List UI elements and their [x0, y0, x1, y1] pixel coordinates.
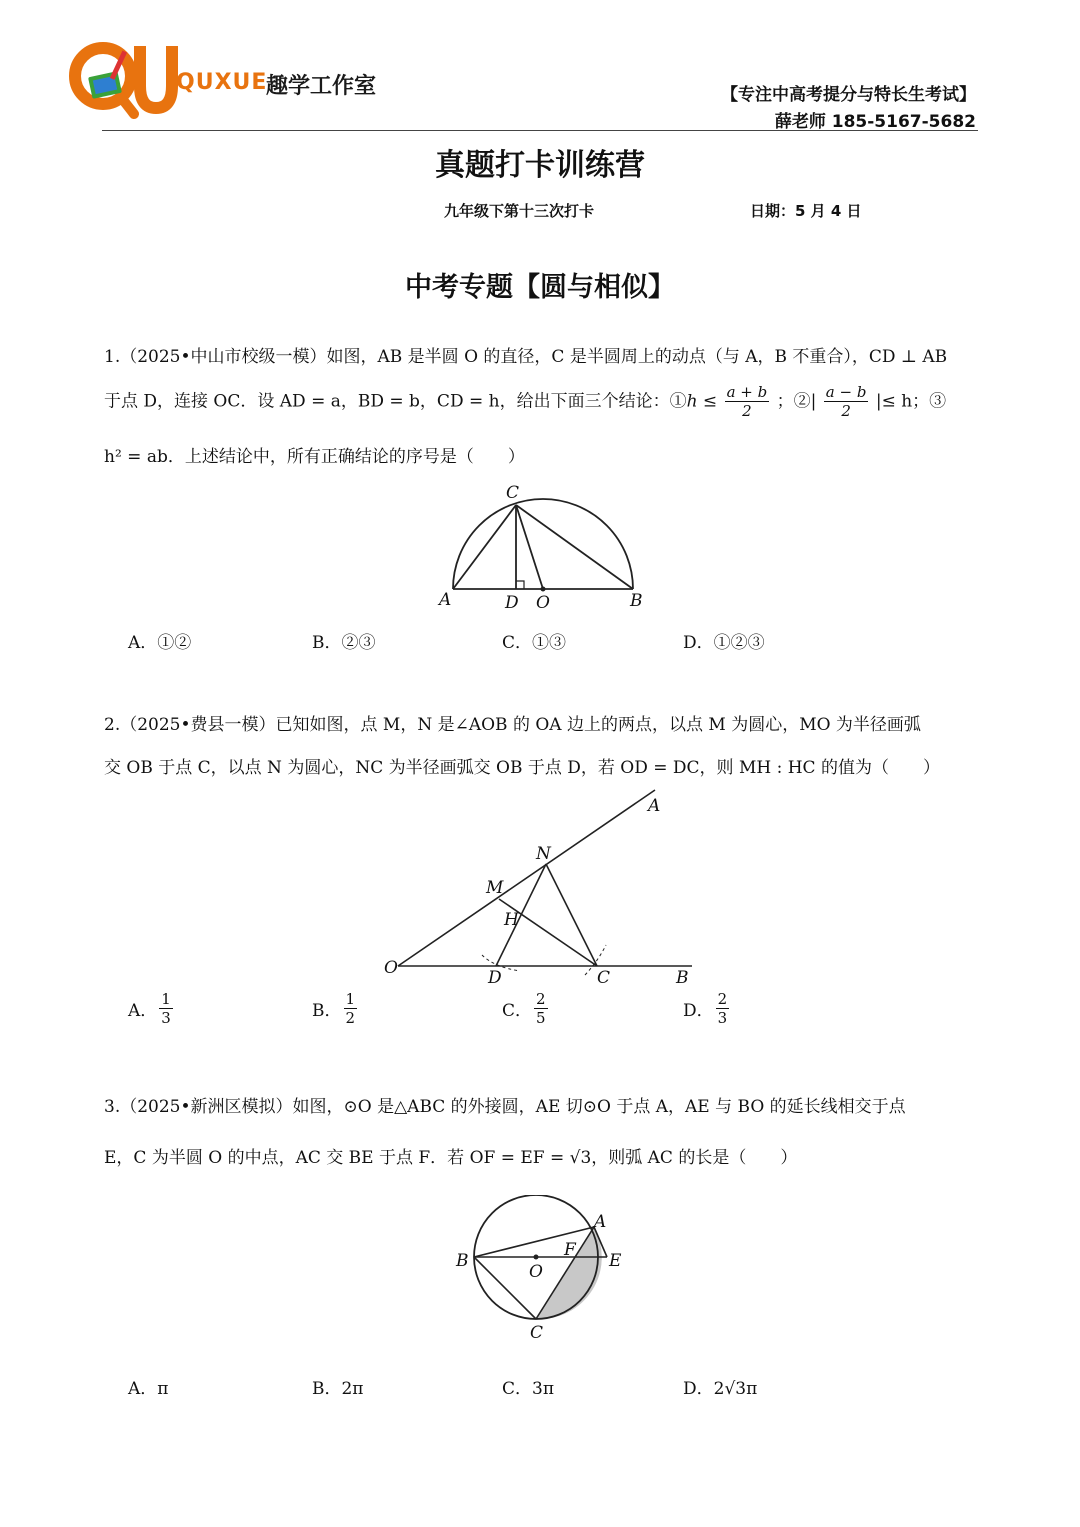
q1-line2 — [104, 383, 978, 433]
q3-line2: E，C 为半圆 O 的中点，AC 交 BE 于点 F．若 OF = EF = √3，则弧 AC 的长是（ ） — [104, 1148, 798, 1168]
q2-option-d[interactable]: D． $\frac{2}{3}$ — [683, 990, 728, 1027]
session-label: 九年级下第十三次打卡 — [444, 202, 595, 220]
q1-figure — [430, 478, 650, 616]
logo — [68, 38, 178, 124]
logo-mark-icon — [68, 38, 178, 124]
q1-option-b[interactable]: B．②③ — [312, 633, 376, 653]
q1-frac2: $\frac{a - b}{2}$ — [825, 383, 867, 420]
q1-line3: h² = ab．上述结论中，所有正确结论的序号是（ ） — [104, 447, 525, 467]
q1-sep: ；②| — [776, 391, 817, 412]
logo-brand: QUXUE — [176, 70, 268, 95]
q2-label-o: O — [384, 958, 398, 978]
q1-option-c[interactable]: C．①③ — [502, 633, 567, 653]
topic-heading: 中考专题【圆与相似】 — [405, 272, 675, 303]
q2-line1: 2.（2025•费县一模）已知如图，点 M，N 是∠AOB 的 OA 边上的两点，以点 M 为圆心，MO 为半径画弧 — [104, 715, 921, 735]
q2-option-c[interactable]: C． $\frac{2}{5}$ — [502, 990, 546, 1027]
q1-label-d: D — [505, 593, 519, 613]
page-title: 真题打卡训练营 — [435, 148, 645, 183]
q1-label-b: B — [630, 591, 643, 611]
q2-label-c: C — [597, 968, 611, 988]
q3-label-c: C — [530, 1323, 544, 1343]
q1-c2-rhs: |≤ h；③ — [875, 391, 947, 412]
q2-label-a: A — [648, 796, 661, 816]
q3-label-e: E — [609, 1251, 622, 1271]
header-divider — [102, 130, 978, 131]
q2-label-n: N — [536, 844, 551, 864]
q1-label-a: A — [439, 590, 452, 610]
q3-label-f: F — [564, 1240, 576, 1260]
q1-line1: 1.（2025•中山市校级一模）如图，AB 是半圆 O 的直径，C 是半圆周上的动点（与 A，B 不重合），CD ⊥ AB — [104, 347, 948, 367]
q1-option-d[interactable]: D．①②③ — [683, 633, 765, 653]
q2-label-h: H — [504, 910, 519, 930]
q3-option-a[interactable]: A．π — [128, 1379, 169, 1399]
q3-option-d[interactable]: D．2√3π — [683, 1379, 758, 1399]
q1-label-c: C — [506, 483, 520, 503]
q2-figure — [380, 785, 700, 990]
q3-label-b: B — [456, 1251, 469, 1271]
q1-line2-text: 于点 D，连接 OC．设 AD = a，BD = b，CD = h，给出下面三个结论：① — [104, 391, 687, 412]
q2-option-a[interactable]: A． $\frac{1}{3}$ — [128, 990, 171, 1027]
q3-option-b[interactable]: B．2π — [312, 1379, 364, 1399]
q3-option-c[interactable]: C．3π — [502, 1379, 554, 1399]
q2-line2: 交 OB 于点 C，以点 N 为圆心，NC 为半径画弧交 OB 于点 D，若 OD = DC，则 MH : HC 的值为（ ） — [104, 758, 940, 778]
q2-label-b: B — [676, 968, 689, 988]
q1-option-a[interactable]: A．①② — [128, 633, 192, 653]
q3-line1: 3.（2025•新洲区模拟）如图，⊙O 是△ABC 的外接圆，AE 切⊙O 于点 A，AE 与 BO 的延长线相交于点 — [104, 1097, 906, 1117]
q2-label-d: D — [488, 968, 502, 988]
q1-frac1: $\frac{a + b}{2}$ — [726, 383, 768, 420]
q2-label-m: M — [486, 878, 504, 898]
header-contact: 薛老师 185-5167-5682 — [774, 112, 976, 132]
q3-label-o: O — [529, 1262, 543, 1282]
q3-figure — [452, 1195, 632, 1345]
q2-option-b[interactable]: B． $\frac{1}{2}$ — [312, 990, 356, 1027]
date-label: 日期：5 月 4 日 — [750, 202, 862, 220]
logo-cn-name: 趣学工作室 — [266, 74, 377, 99]
q3-label-a: A — [594, 1212, 607, 1232]
q1-label-o: O — [536, 593, 550, 613]
q1-c1-lhs: h ≤ — [686, 391, 718, 412]
header-tagline: 【专注中高考提分与特长生考试】 — [721, 85, 976, 105]
